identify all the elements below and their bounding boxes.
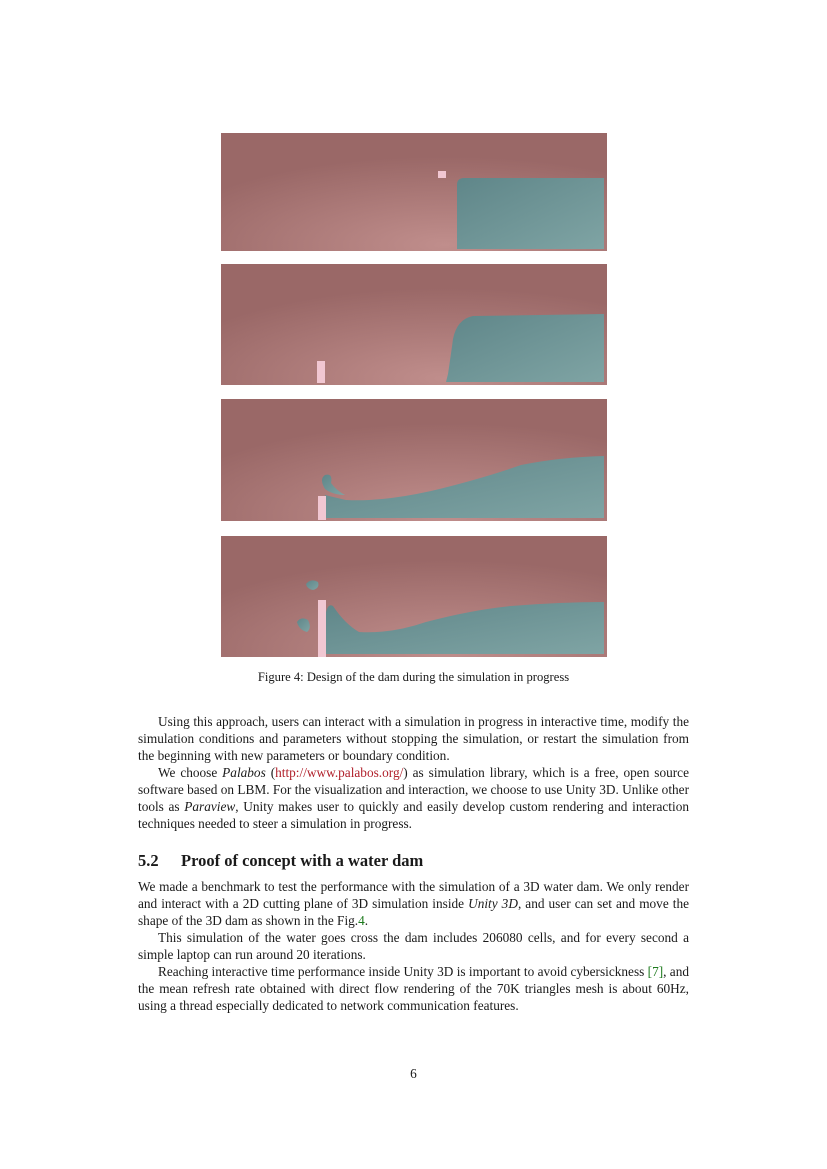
paraview-italic: Paraview bbox=[184, 799, 236, 814]
page-number: 6 bbox=[410, 1066, 417, 1081]
citation-link[interactable]: [7] bbox=[647, 964, 664, 979]
dam-block bbox=[318, 496, 326, 520]
paragraph bbox=[138, 764, 689, 832]
section-heading bbox=[138, 850, 689, 872]
dam-block bbox=[318, 600, 326, 657]
text-run: , Unity makes user to quickly and easily develop custom rendering and interaction techniques needed to steer a simulation in progress. bbox=[138, 799, 689, 831]
water-body bbox=[457, 178, 604, 249]
text-run: ( bbox=[265, 765, 276, 780]
section-number: 5.2 bbox=[138, 851, 159, 870]
intro-text bbox=[138, 713, 689, 832]
palabos-link[interactable]: http://www.palabos.org/ bbox=[275, 765, 404, 780]
figure-panel-wave-overtops-dam bbox=[221, 536, 607, 657]
paragraph bbox=[138, 963, 689, 1014]
unity-italic: Unity 3D bbox=[468, 896, 518, 911]
section-title: Proof of concept with a water dam bbox=[181, 851, 424, 870]
text-run: Reaching interactive time performance inside Unity 3D is important to avoid cybersickness bbox=[158, 964, 648, 979]
palabos-italic: Palabos bbox=[222, 765, 266, 780]
text-run: We made a benchmark to test the performance with the simulation of a 3D water dam. We only render and interact with a 2D cutting plane of 3D simulation inside bbox=[138, 879, 689, 911]
figure-ref-link[interactable]: 4 bbox=[358, 913, 365, 928]
paragraph: This simulation of the water goes cross the dam includes 206080 cells, and for every second a simple laptop can run around 20 iterations. bbox=[138, 930, 689, 962]
section-text bbox=[138, 878, 689, 1014]
text-run: . bbox=[364, 913, 369, 928]
figure-panel-initial-state bbox=[221, 133, 607, 251]
text-run: , and the mean refresh rate obtained with direct flow rendering of the 70K triangles mesh is about 60Hz, using a thread especially dedicated to network communication features. bbox=[138, 964, 690, 1013]
text-run: We choose bbox=[158, 765, 223, 780]
dam-block bbox=[317, 361, 325, 383]
dam-block bbox=[438, 171, 446, 178]
text-run: , and user can set and move the shape of the 3D dam as shown in the Fig. bbox=[138, 896, 690, 928]
paragraph bbox=[138, 878, 689, 929]
figure-panel-dam-moved bbox=[221, 264, 607, 385]
water-body bbox=[446, 314, 604, 382]
text-run: ) as simulation library, which is a free, open source software based on LBM. For the visualization and interaction, we choose to use Unity 3D. Unlike other tools as bbox=[138, 765, 689, 814]
paragraph: Using this approach, users can interact with a simulation in progress in interactive time, modify the simulation conditions and parameters without stopping the simulation, or restart the simulation from the beginning with new parameters or boundary condition. bbox=[138, 714, 689, 763]
figure-panel-wave-hits-dam bbox=[221, 399, 607, 521]
figure-caption: Figure 4: Design of the dam during the simulation in progress bbox=[257, 670, 570, 684]
